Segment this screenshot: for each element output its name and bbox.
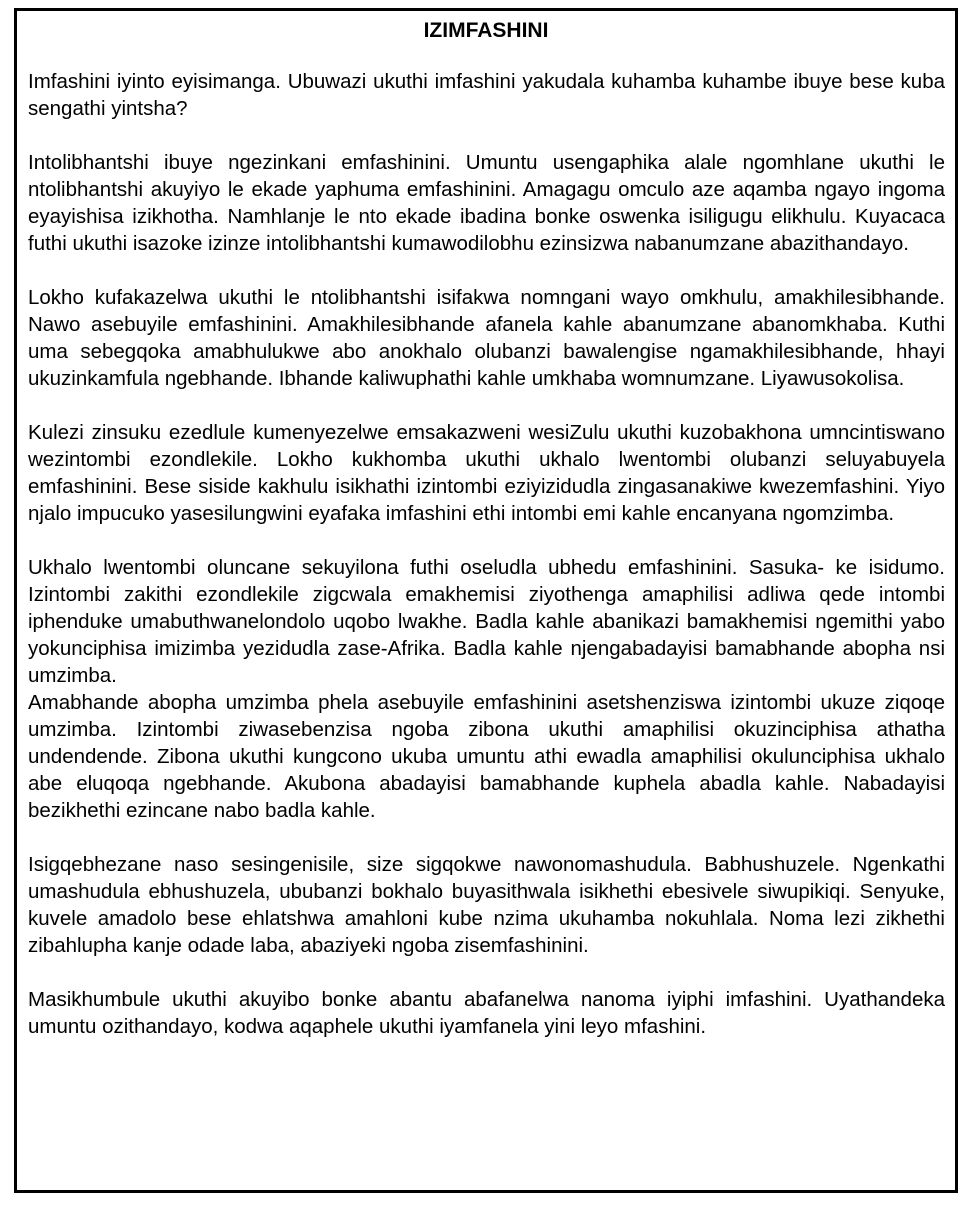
paragraph-7: Isigqebhezane naso sesingenisile, size sigqokwe nawonomashudula. Babhushuzele. Ngenkathi umashudula ebhushuzela, ububanzi bokhalo buyasithwala isikhethi ebesivele siwupikiqi. Senyuke, kuvele amadolo bese ehlatshwa amahloni kube nzima ukuhamba nokuhlala. Noma lezi zikhethi zibahlupha kanje odade laba, abaziyeki ngoba zisemfashinini. xyxy=(28,853,945,957)
paragraph-gap xyxy=(28,257,945,284)
paragraph-gap xyxy=(28,527,945,554)
document-frame xyxy=(14,8,958,1193)
paragraph-5: Ukhalo lwentombi oluncane sekuyilona futhi oseludla ubhedu emfashinini. Sasuka- ke isidumo. Izintombi zakithi ezondlekile zigcwala emakhemisi ziyothenga amaphilisi adliwa qede intombi iphenduke umabuthwanelondolo uqobo lwakhe. Badla kahle abanikazi bamakhemisi ngemithi yabo yokunciphisa imizimba yezidudla zase-Afrika. Badla kahle njengabadayisi bamabhande abopha nsi umzimba. xyxy=(28,556,945,687)
article-body xyxy=(28,68,945,1040)
paragraph-4: Kulezi zinsuku ezedlule kumenyezelwe emsakazweni wesiZulu ukuthi kuzobakhona umncintiswano wezintombi ezondlekile. Lokho kukhomba ukuthi ukhalo lwentombi olubanzi seluyabuyela emfashinini. Bese siside kakhulu isikhathi izintombi eziyizidudla zingasanakiwe kwezemfashini. Yiyo njalo impucuko yasesilungwini eyafaka imfashini ethi intombi emi kahle encanyana ngomzimba. xyxy=(28,421,945,525)
paragraph-8: Masikhumbule ukuthi akuyibo bonke abantu abafanelwa nanoma iyiphi imfashini. Uyathandeka umuntu ozithandayo, kodwa aqaphele ukuthi iyamfanela yini leyo mfashini. xyxy=(28,988,945,1038)
paragraph-gap xyxy=(28,122,945,149)
document-title: IZIMFASHINI xyxy=(423,19,549,42)
paragraph-1: Imfashini iyinto eyisimanga. Ubuwazi ukuthi imfashini yakudala kuhamba kuhambe ibuye bese kuba sengathi yintsha? xyxy=(28,70,945,120)
paragraph-6: Amabhande abopha umzimba phela asebuyile emfashinini asetshenziswa izintombi ukuze ziqoqe umzimba. Izintombi ziwasebenzisa ngoba zibona ukuthi amaphilisi okuzinciphisa athatha undendende. Zibona ukuthi kungcono ukuba umuntu athi ewadla amaphilisi okulunciphisa ukhalo abe eluqoqa ngebhande. Akubona abadayisi bamabhande kuphela abadla kahle. Nabadayisi bezikhethi ezincane nabo badla kahle. xyxy=(28,691,945,822)
paragraph-gap xyxy=(28,392,945,419)
paragraph-3: Lokho kufakazelwa ukuthi le ntolibhantshi isifakwa nomngani wayo omkhulu, amakhilesibhande. Nawo asebuyile emfashinini. Amakhilesibhande afanela kahle abanumzane abanomkhaba. Kuthi uma sebegqoka amabhulukwe abo anokhalo olubanzi bawalengise ngamakhilesibhande, hhayi ukuzinkamfula ngebhande. Ibhande kaliwuphathi kahle umkhaba womnumzane. Liyawusokolisa. xyxy=(28,286,945,390)
paragraph-2: Intolibhantshi ibuye ngezinkani emfashinini. Umuntu usengaphika alale ngomhlane ukuthi le ntolibhantshi akuyiyo le ekade yaphuma emfashinini. Amagagu omculo aze aqamba ngayo ingoma eyayishisa izikhotha. Namhlanje le nto ekade ibadina bonke oswenka isiligugu elikhulu. Kuyacaca futhi ukuthi isazoke izinze intolibhantshi kumawodilobhu ezinsizwa nabanumzane abazithandayo. xyxy=(28,151,945,255)
paragraph-gap xyxy=(28,824,945,851)
paragraph-gap xyxy=(28,959,945,986)
